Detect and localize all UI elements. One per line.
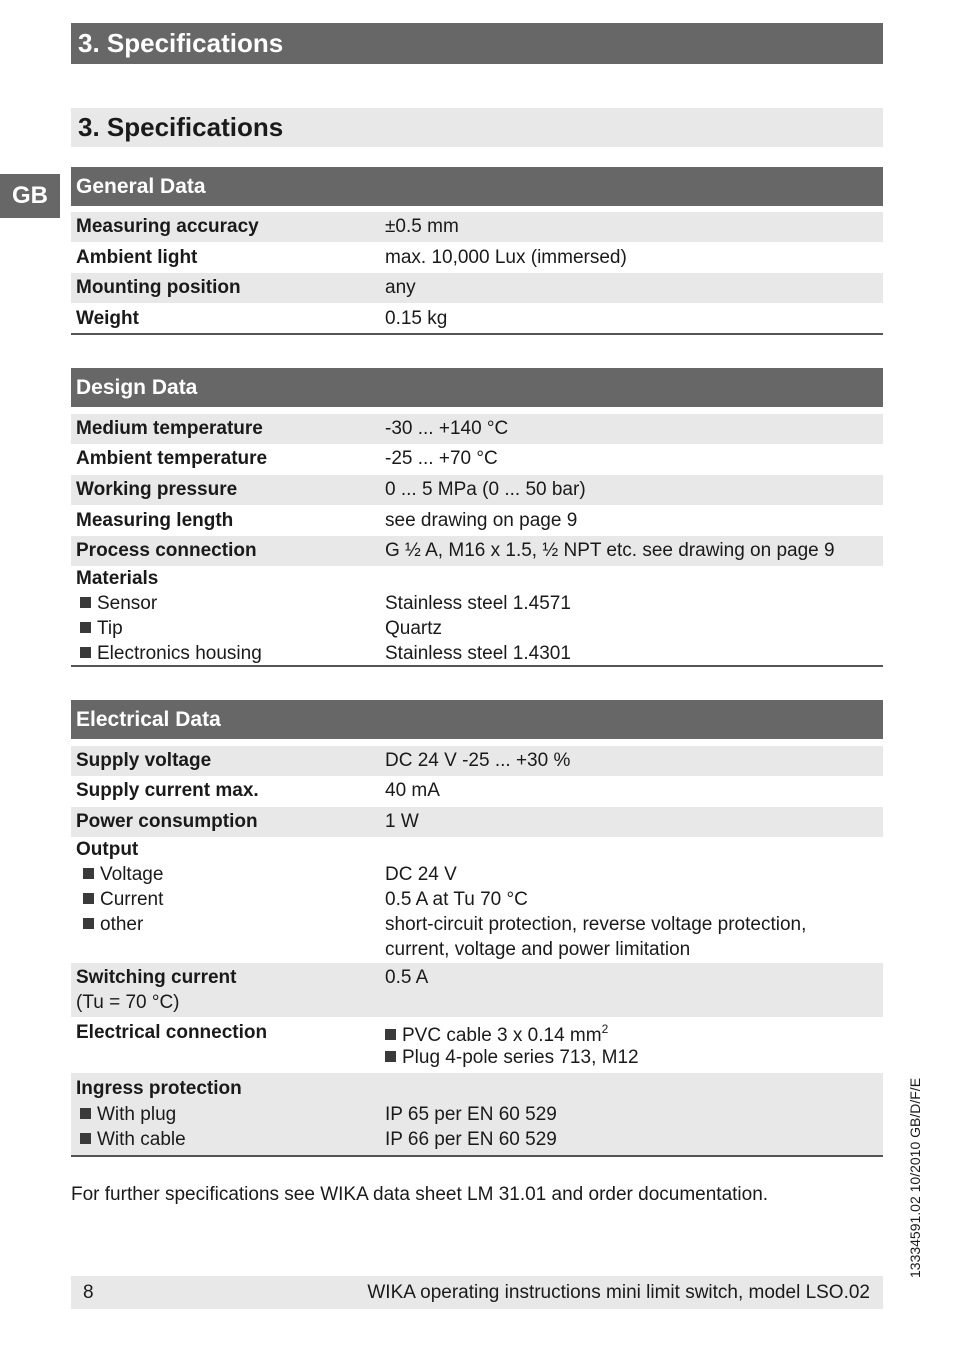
row-label: Power consumption <box>76 811 258 832</box>
materials-label: Materials <box>76 568 159 589</box>
square-bullet-icon <box>80 597 91 608</box>
table-row <box>71 444 883 474</box>
general-data-heading: General Data <box>71 167 883 206</box>
list-item: With cable <box>80 1129 186 1151</box>
electrical-data-heading: Electrical Data <box>71 700 883 739</box>
design-data-heading: Design Data <box>71 368 883 407</box>
table-row <box>71 243 883 273</box>
materials-block <box>71 566 883 666</box>
row-label: Mounting position <box>76 277 241 298</box>
table-row <box>71 475 883 505</box>
row-value: 1 W <box>385 811 419 832</box>
list-item: Plug 4-pole series 713, M12 <box>385 1047 639 1069</box>
output-block <box>71 837 883 963</box>
row-value: 0.5 A <box>385 967 429 988</box>
table-row <box>71 506 883 536</box>
table-row <box>71 746 883 776</box>
row-value: 0.5 A at Tu 70 °C <box>385 889 528 910</box>
row-label: Ambient light <box>76 247 198 268</box>
row-value: short-circuit protection, reverse voltage protection, <box>385 914 807 935</box>
row-label: Measuring accuracy <box>76 216 259 237</box>
row-value: DC 24 V -25 ... +30 % <box>385 750 571 771</box>
list-item: Current <box>83 889 163 911</box>
section-title: 3. Specifications <box>71 108 883 147</box>
document-code: 13334591.02 10/2010 GB/D/F/E <box>907 1077 923 1278</box>
list-item: PVC cable 3 x 0.14 $mm^2$ <box>385 1022 608 1047</box>
list-item: Electronics housing <box>80 643 262 665</box>
square-bullet-icon <box>385 1051 396 1062</box>
square-bullet-icon <box>80 1108 91 1119</box>
row-value: IP 65 per EN 60 529 <box>385 1104 557 1125</box>
square-bullet-icon <box>80 622 91 633</box>
square-bullet-icon <box>80 1133 91 1144</box>
square-bullet-icon <box>385 1029 396 1040</box>
page-footer <box>71 1276 883 1309</box>
row-label: Electrical connection <box>76 1022 268 1043</box>
row-value: 0 ... 5 MPa (0 ... 50 bar) <box>385 479 586 500</box>
square-bullet-icon <box>83 868 94 879</box>
switching-current-row <box>71 963 883 1017</box>
page-header: 3. Specifications <box>71 23 883 64</box>
list-item: Voltage <box>83 864 163 886</box>
list-item: Tip <box>80 618 123 640</box>
row-label: Ingress protection <box>76 1078 242 1099</box>
table-row <box>71 212 883 242</box>
row-value: DC 24 V <box>385 864 457 885</box>
electrical-connection-row <box>71 1017 883 1073</box>
table-divider <box>71 1155 883 1157</box>
table-divider <box>71 665 883 667</box>
row-label: Medium temperature <box>76 418 263 439</box>
row-value: Stainless steel 1.4301 <box>385 643 571 664</box>
row-label: Working pressure <box>76 479 238 500</box>
row-value: IP 66 per EN 60 529 <box>385 1129 557 1150</box>
row-value: 0.15 kg <box>385 308 448 329</box>
list-item: With plug <box>80 1104 176 1126</box>
ingress-protection-block <box>71 1073 883 1155</box>
row-sublabel: (Tu = 70 °C) <box>76 992 180 1013</box>
row-value: Stainless steel 1.4571 <box>385 593 571 614</box>
row-label: Switching current <box>76 967 237 988</box>
language-tab: GB <box>0 174 60 218</box>
table-row <box>71 807 883 837</box>
table-row <box>71 304 883 334</box>
table-divider <box>71 333 883 335</box>
row-value: -30 ... +140 °C <box>385 418 509 439</box>
list-item: Sensor <box>80 593 157 615</box>
row-label: Weight <box>76 308 139 329</box>
row-value: max. 10,000 Lux (immersed) <box>385 247 627 268</box>
table-row <box>71 776 883 806</box>
table-row <box>71 273 883 303</box>
square-bullet-icon <box>83 918 94 929</box>
row-label: Ambient temperature <box>76 448 268 469</box>
row-label: Supply current max. <box>76 780 259 801</box>
row-value: any <box>385 277 416 298</box>
page-number: 8 <box>83 1282 94 1303</box>
row-label: Process connection <box>76 540 257 561</box>
table-row <box>71 536 883 566</box>
document-title: WIKA operating instructions mini limit switch, model LSO.02 <box>367 1282 870 1303</box>
square-bullet-icon <box>80 647 91 658</box>
row-value: see drawing on page 9 <box>385 510 578 531</box>
row-label: Measuring length <box>76 510 234 531</box>
row-value: 40 mA <box>385 780 440 801</box>
footnote: For further specifications see WIKA data sheet LM 31.01 and order documentation. <box>71 1184 769 1205</box>
row-value: Quartz <box>385 618 443 639</box>
row-value: G ½ A, M16 x 1.5, ½ NPT etc. see drawing on page 9 <box>385 540 835 561</box>
square-bullet-icon <box>83 893 94 904</box>
output-label: Output <box>76 839 139 860</box>
list-item: other <box>83 914 143 936</box>
row-value: ±0.5 mm <box>385 216 459 237</box>
row-value: -25 ... +70 °C <box>385 448 498 469</box>
table-row <box>71 414 883 444</box>
row-value-continued: current, voltage and power limitation <box>385 939 691 960</box>
row-label: Supply voltage <box>76 750 212 771</box>
